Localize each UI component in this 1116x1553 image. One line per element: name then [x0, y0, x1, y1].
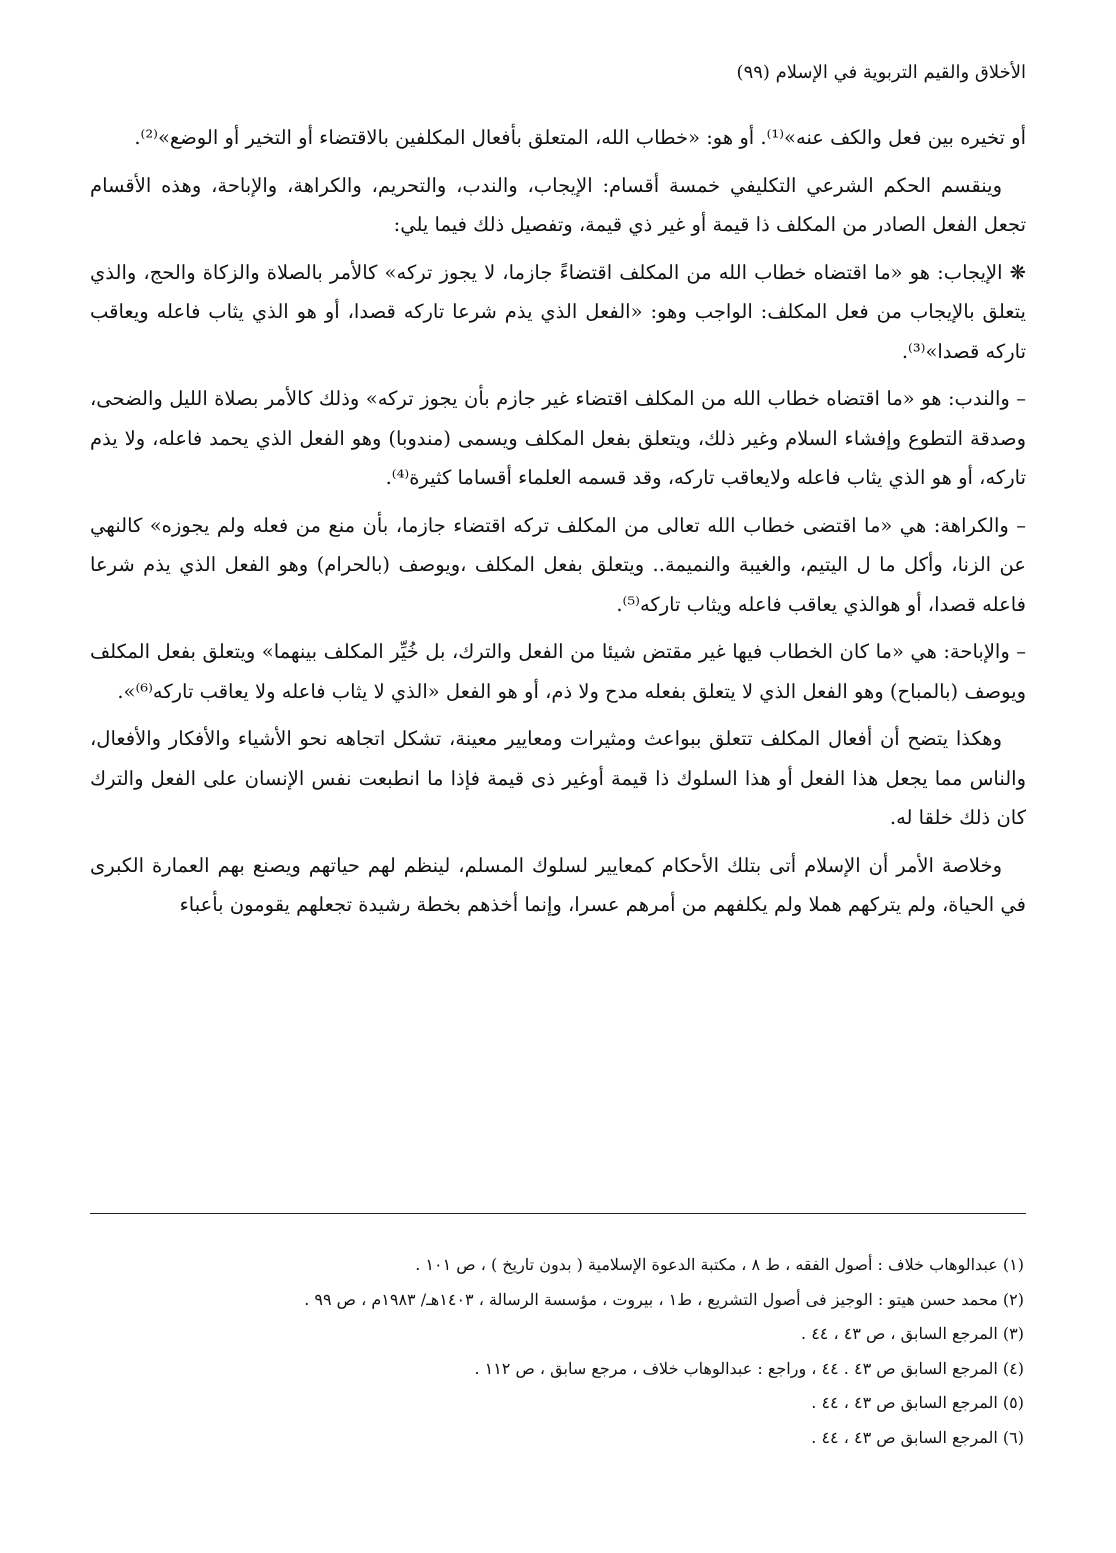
footnote: (٢) محمد حسن هيتو : الوجيز فى أصول التشريع ، ط١ ، بيروت ، مؤسسة الرسالة ، ١٤٠٣هـ/ ١٩٨٣م ، ص ٩٩ .	[304, 1289, 1024, 1309]
footnote: (٥) المرجع السابق ص ٤٣ ، ٤٤ .	[811, 1393, 1024, 1412]
footnotes	[104, 1248, 1024, 1455]
running-header: الأخلاق والقيم التربوية في الإسلام (٩٩)	[736, 62, 1026, 83]
footnote: (٤) المرجع السابق ص ٤٣ . ٤٤ ، وراجع : عبدالوهاب خلاف ، مرجع سابق ، ص ١١٢ .	[474, 1358, 1024, 1378]
paragraph: وينقسم الحكم الشرعي التكليفي خمسة أقسام: الإيجاب، والندب، والتحريم، والكراهة، والإباحة، وهذه الأقسام تجعل الفعل الصادر من المكلف ذا قيمة أو غير ذي قيمة، وتفصيل ذلك فيما يلي:	[90, 173, 1026, 236]
paragraph: وخلاصة الأمر أن الإسلام أتى بتلك الأحكام كمعايير لسلوك المسلم، لينظم لهم حياتهم ويصنع بهم العمارة الكبرى في الحياة، ولم يتركهم هملا ولم يكلفهم من أمرهم عسرا، وإنما أخذهم بخطة رشيدة تجعلهم يقومون بأعباء	[90, 853, 1026, 916]
footnote: (١) عبدالوهاب خلاف : أصول الفقه ، ط ٨ ، مكتبة الدعوة الإسلامية ( بدون تاريخ ) ، ص ١٠١ .	[415, 1255, 1024, 1274]
paragraph: أو تخيره بين فعل والكف عنه»⁽¹⁾. أو هو: «خطاب الله، المتعلق بأفعال المكلفين بالاقتضاء أو التخير أو الوضع»⁽²⁾.	[134, 126, 1026, 149]
footnote: (٦) المرجع السابق ص ٤٣ ، ٤٤ .	[811, 1427, 1024, 1447]
main-text	[90, 118, 1026, 925]
paragraph: ❋ الإيجاب: هو «ما اقتضاه خطاب الله من المكلف اقتضاءً جازما، لا يجوز تركه» كالأمر بالصلاة والزكاة والحج، والذي يتعلق بالإيجاب من فعل المكلف: الواجب وهو: «الفعل الذي يذم شرعا تاركه قصدا، أو هو الذي يثاب فاعله ويعاقب تاركه قصدا»⁽³⁾.	[90, 260, 1026, 363]
paragraph: – والإباحة: هي «ما كان الخطاب فيها غير مقتض شيئا من الفعل والترك، بل خُيِّر المكلف بينهما» ويتعلق بفعل المكلف ويوصف (بالمباح) وهو الفعل الذي لا يتعلق بفعله مدح ولا ذم، أو هو الفعل «الذي لا يثاب فاعله ولا يعاقب تاركه⁽⁶⁾».	[90, 640, 1026, 703]
paragraph: – والندب: هو «ما اقتضاه خطاب الله من المكلف اقتضاء غير جازم بأن يجوز تركه» وذلك كالأمر بصلاة الليل والضحى، وصدقة التطوع وإفشاء السلام وغير ذلك، ويتعلق بفعل المكلف ويسمى (مندوبا) وهو الفعل الذي يحمد فاعله، ولا يذم تاركه، أو هو الذي يثاب فاعله ولايعاقب تاركه، وقد قسمه العلماء أقساما كثيرة⁽⁴⁾.	[90, 387, 1026, 489]
paragraph: – والكراهة: هي «ما اقتضى خطاب الله تعالى من المكلف تركه اقتضاء جازما، بأن منع من فعله ولم يجوزه» كالنهي عن الزنا، وأكل ما ل اليتيم، والغيبة والنميمة.. ويتعلق بفعل المكلف ،ويوصف (بالحرام) وهو الفعل الذي يذم شرعا فاعله قصدا، أو هوالذي يعاقب فاعله ويثاب تاركه⁽⁵⁾.	[90, 513, 1026, 616]
footnote-divider	[90, 1213, 1026, 1214]
paragraph: وهكذا يتضح أن أفعال المكلف تتعلق ببواعث ومثيرات ومعايير معينة، تشكل اتجاهه نحو الأشياء والأفكار والأفعال، والناس مما يجعل هذا الفعل أو هذا السلوك ذا قيمة أوغير ذى قيمة فإذا ما انطبعت نفس الإنسان على الفعل والترك كان ذلك خلقا له.	[90, 727, 1026, 829]
footnote: (٣) المرجع السابق ، ص ٤٣ ، ٤٤ .	[801, 1324, 1024, 1343]
